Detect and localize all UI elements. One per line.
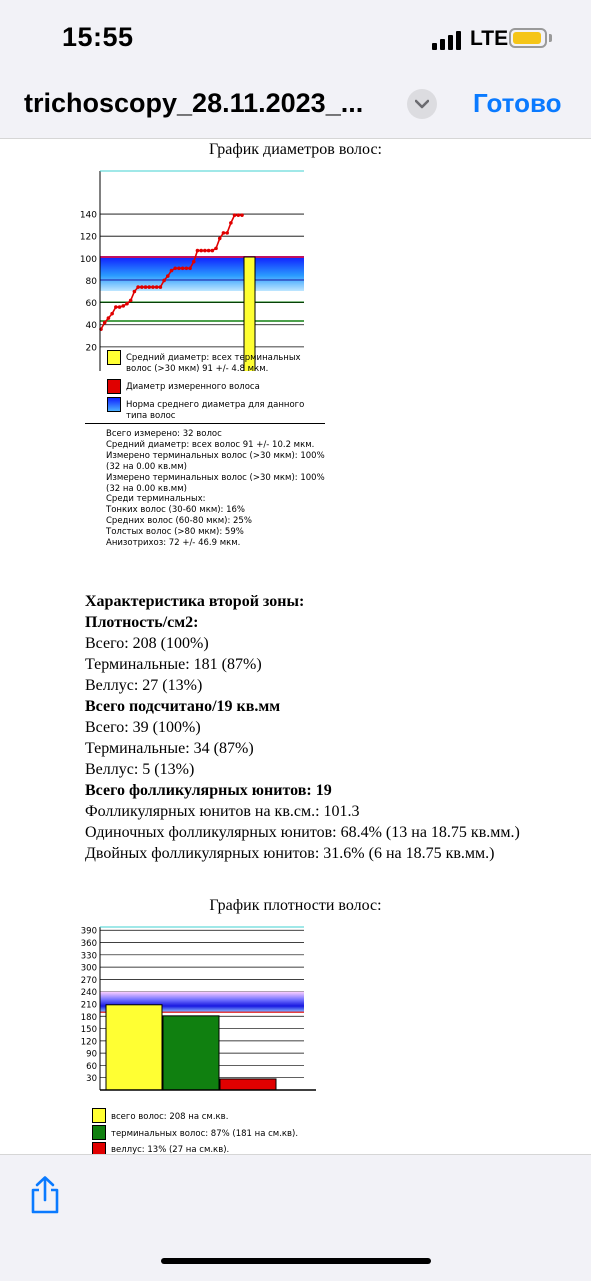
- stats-line: Среди терминальных:: [106, 494, 206, 504]
- zone-heading: Характеристика второй зоны:: [85, 593, 305, 610]
- y-tick-label: 80: [85, 276, 97, 287]
- diameter-point: [177, 266, 181, 270]
- diameter-point: [136, 285, 140, 289]
- stats-line: Тонких волос (30-60 мкм): 16%: [106, 505, 246, 515]
- y-tick-label: 240: [80, 988, 97, 999]
- diameter-point: [125, 302, 129, 306]
- counted-terminal: Терминальные: 34 (87%): [85, 740, 254, 757]
- share-icon[interactable]: [28, 1175, 62, 1215]
- stats-line: Анизотрихоз: 72 +/- 46.9 мкм.: [106, 538, 241, 548]
- diameter-point: [207, 249, 211, 253]
- nav-bar: [0, 78, 591, 139]
- diameter-point: [107, 316, 111, 320]
- zone-section: [85, 591, 555, 864]
- diameter-point: [144, 285, 148, 289]
- network-type: LTE: [470, 27, 509, 50]
- diameter-point: [162, 279, 166, 283]
- diameter-point: [133, 290, 137, 294]
- home-indicator: [161, 1258, 431, 1264]
- legend2-total: всего волос: 208 на см.кв.: [111, 1112, 229, 1122]
- stats-line: Средних волос (60-80 мкм): 25%: [106, 516, 252, 526]
- y-tick-label: 150: [80, 1025, 97, 1036]
- stats-line: Измерено терминальных волос (>30 мкм): 100%: [106, 451, 325, 461]
- done-button[interactable]: Готово: [473, 88, 562, 118]
- battery-icon: [509, 28, 547, 48]
- y-tick-label: 100: [79, 254, 97, 265]
- diameter-point: [110, 312, 114, 316]
- diameter-point: [192, 260, 196, 264]
- diameter-point: [114, 305, 118, 309]
- y-tick-label: 180: [80, 1012, 97, 1023]
- density-heading: Плотность/см2:: [85, 614, 199, 631]
- diameter-point: [225, 231, 229, 235]
- diameter-point: [236, 213, 240, 217]
- counted-heading: Всего подсчитано/19 кв.мм: [85, 698, 281, 715]
- diameter-chart: [0, 161, 591, 371]
- y-tick-label: 210: [80, 1000, 97, 1011]
- fu-single: Одиночных фолликулярных юнитов: 68.4% (13 на 18.75 кв.мм.): [85, 824, 520, 841]
- legend-swatch-norm: [107, 397, 121, 412]
- density-terminal: Терминальные: 181 (87%): [85, 656, 262, 673]
- diameter-point: [218, 237, 222, 241]
- diameter-point: [185, 266, 189, 270]
- y-tick-label: 60: [85, 299, 97, 310]
- legend2-swatch-vellus: [92, 1142, 106, 1154]
- stats-line: (32 на 0.00 кв.мм): [106, 484, 187, 494]
- diameter-point: [233, 213, 237, 217]
- diameter-point: [181, 266, 185, 270]
- chart2-title: График плотности волос:: [209, 897, 382, 914]
- status-bar: [0, 0, 591, 78]
- stats-line: Толстых волос (>80 мкм): 59%: [106, 527, 244, 537]
- diameter-point: [170, 269, 174, 273]
- y-tick-label: 120: [79, 232, 97, 243]
- diameter-point: [211, 249, 215, 253]
- diameter-point: [140, 285, 144, 289]
- fu-heading: Всего фолликулярных юнитов: 19: [85, 782, 332, 799]
- status-time: 15:55: [62, 22, 134, 52]
- stats-line: Всего измерено: 32 волос: [106, 429, 222, 439]
- legend-swatch-measured: [107, 379, 121, 394]
- counted-vellus: Веллус: 5 (13%): [85, 761, 195, 778]
- y-tick-label: 120: [80, 1037, 97, 1048]
- diameter-point: [121, 304, 125, 308]
- density-bar: [220, 1079, 276, 1090]
- diameter-point: [222, 231, 226, 235]
- y-tick-label: 270: [80, 975, 97, 986]
- diameter-point: [229, 221, 233, 225]
- diameter-point: [129, 299, 133, 303]
- legend-norm: Норма среднего диаметра для данного типа волос: [126, 400, 305, 421]
- legend2-swatch-terminal: [92, 1125, 106, 1140]
- diameter-point: [103, 321, 107, 325]
- diameter-point: [214, 247, 218, 251]
- fu-double: Двойных фолликулярных юнитов: 31.6% (6 на 18.75 кв.мм.): [85, 845, 495, 862]
- document-title[interactable]: trichoscopy_28.11.2023_...: [24, 88, 364, 118]
- divider: [85, 423, 325, 424]
- y-tick-label: 140: [79, 210, 97, 221]
- y-tick-label: 60: [86, 1061, 97, 1072]
- diameter-point: [188, 266, 192, 270]
- density-bar: [163, 1016, 219, 1090]
- density-chart: [0, 923, 591, 1093]
- chart1-title: График диаметров волос:: [209, 141, 382, 158]
- stats-block: [106, 429, 325, 495]
- density-vellus: Веллус: 27 (13%): [85, 677, 203, 694]
- title-menu-button[interactable]: [407, 89, 437, 119]
- y-tick-label: 360: [80, 939, 97, 950]
- signal-icon: [432, 30, 464, 50]
- stats-line: Измерено терминальных волос (>30 мкм): 100%: [106, 473, 325, 483]
- stats-line: (32 на 0.00 кв.мм): [106, 462, 187, 472]
- legend2-vellus: веллус: 13% (27 на см.кв).: [111, 1145, 230, 1154]
- norm-band: [100, 257, 304, 291]
- y-tick-label: 300: [80, 963, 97, 974]
- diameter-point: [173, 266, 177, 270]
- density-total: Всего: 208 (100%): [85, 635, 209, 652]
- diameter-point: [196, 249, 200, 253]
- document-view[interactable]: [0, 139, 591, 1154]
- y-tick-label: 330: [80, 951, 97, 962]
- diameter-point: [240, 213, 244, 217]
- y-tick-label: 90: [86, 1049, 97, 1060]
- fu-per-cm: Фолликулярных юнитов на кв.см.: 101.3: [85, 803, 360, 820]
- density-bar: [106, 1005, 162, 1090]
- terminal-stats-block: [106, 494, 252, 549]
- legend-measured: Диаметр измеренного волоса: [126, 382, 260, 392]
- legend-swatch-mean: [107, 350, 121, 365]
- y-tick-label: 30: [86, 1074, 97, 1085]
- y-tick-label: 390: [80, 926, 97, 937]
- diameter-point: [159, 285, 163, 289]
- diameter-point: [118, 305, 122, 309]
- diameter-point: [199, 249, 203, 253]
- diameter-point: [166, 274, 170, 278]
- diameter-point: [147, 285, 151, 289]
- legend-mean: Средний диаметр: всех терминальных волос (>30 мкм) 91 +/- 4.8 мкм.: [126, 353, 301, 374]
- counted-total: Всего: 39 (100%): [85, 719, 201, 736]
- y-tick-label: 40: [85, 321, 97, 332]
- diameter-point: [155, 285, 159, 289]
- battery-tip: [549, 34, 552, 42]
- legend2-terminal: терминальных волос: 87% (181 на см.кв).: [111, 1129, 299, 1139]
- chevron-down-icon: [415, 99, 429, 109]
- diameter-point: [151, 285, 155, 289]
- legend2-swatch-total: [92, 1108, 106, 1123]
- stats-line: Средний диаметр: всех волос 91 +/- 10.2 мкм.: [106, 440, 315, 450]
- diameter-point: [203, 249, 207, 253]
- y-tick-label: 20: [85, 343, 97, 354]
